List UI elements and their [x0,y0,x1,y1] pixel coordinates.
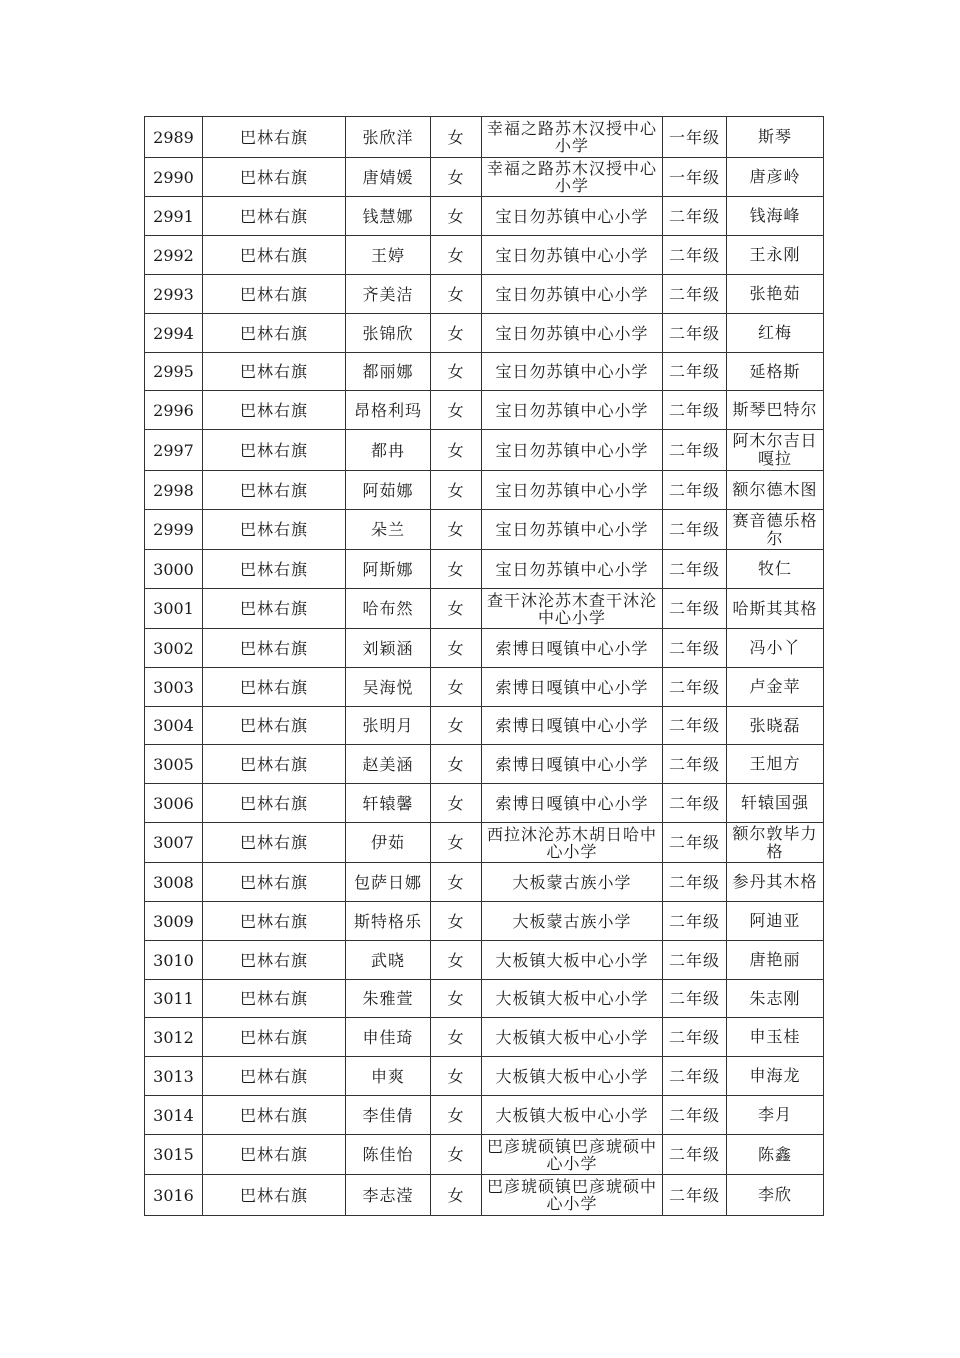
school-name: 查干沐沦苏木查干沐沦中心小学 [482,589,663,629]
school-name: 宝日勿苏镇中心小学 [482,275,663,314]
teacher-name: 李欣 [727,1175,824,1216]
table-row [145,314,824,353]
row-number: 2999 [145,510,203,550]
row-number: 3013 [145,1057,203,1096]
student-name: 朱雅萱 [346,980,431,1018]
row-number: 2991 [145,197,203,236]
row-number: 3000 [145,550,203,589]
student-name: 张明月 [346,707,431,745]
grade-cell: 二年级 [663,589,727,629]
table-row [145,863,824,902]
table-row [145,158,824,197]
student-name: 都丽娜 [346,353,431,391]
teacher-name: 参丹其木格 [727,863,824,902]
gender-cell: 女 [431,236,482,275]
student-name: 哈布然 [346,589,431,629]
row-number: 3010 [145,941,203,980]
row-number: 3004 [145,707,203,745]
gender-cell: 女 [431,1057,482,1096]
school-name: 大板镇大板中心小学 [482,1096,663,1135]
row-number: 3008 [145,863,203,902]
student-name: 吴海悦 [346,668,431,707]
county-cell: 巴林右旗 [203,471,346,510]
grade-cell: 二年级 [663,707,727,745]
student-name: 唐婧媛 [346,158,431,197]
table-row [145,117,824,158]
school-name: 宝日勿苏镇中心小学 [482,550,663,589]
grade-cell: 二年级 [663,391,727,430]
gender-cell: 女 [431,941,482,980]
school-name: 幸福之路苏木汉授中心小学 [482,158,663,197]
gender-cell: 女 [431,275,482,314]
county-cell: 巴林右旗 [203,314,346,353]
school-name: 大板镇大板中心小学 [482,941,663,980]
teacher-name: 延格斯 [727,353,824,391]
county-cell: 巴林右旗 [203,117,346,158]
county-cell: 巴林右旗 [203,236,346,275]
row-number: 3009 [145,902,203,941]
school-name: 大板蒙古族小学 [482,902,663,941]
grade-cell: 二年级 [663,941,727,980]
grade-cell: 二年级 [663,1135,727,1175]
county-cell: 巴林右旗 [203,902,346,941]
table-row [145,391,824,430]
county-cell: 巴林右旗 [203,510,346,550]
gender-cell: 女 [431,1096,482,1135]
gender-cell: 女 [431,784,482,823]
gender-cell: 女 [431,902,482,941]
teacher-name: 钱海峰 [727,197,824,236]
student-name: 包萨日娜 [346,863,431,902]
school-name: 索博日嘎镇中心小学 [482,745,663,784]
student-name: 轩辕馨 [346,784,431,823]
school-name: 大板蒙古族小学 [482,863,663,902]
table-row [145,353,824,391]
roster-body [145,117,824,1216]
grade-cell: 二年级 [663,745,727,784]
teacher-name: 轩辕国强 [727,784,824,823]
teacher-name: 申玉桂 [727,1018,824,1057]
gender-cell: 女 [431,980,482,1018]
student-name: 钱慧娜 [346,197,431,236]
table-row [145,510,824,550]
teacher-name: 额尔德木图 [727,471,824,510]
county-cell: 巴林右旗 [203,668,346,707]
grade-cell: 二年级 [663,471,727,510]
county-cell: 巴林右旗 [203,1175,346,1216]
gender-cell: 女 [431,353,482,391]
county-cell: 巴林右旗 [203,589,346,629]
teacher-name: 额尔敦毕力格 [727,823,824,863]
grade-cell: 二年级 [663,314,727,353]
school-name: 宝日勿苏镇中心小学 [482,314,663,353]
gender-cell: 女 [431,1135,482,1175]
grade-cell: 二年级 [663,1096,727,1135]
row-number: 3006 [145,784,203,823]
county-cell: 巴林右旗 [203,197,346,236]
county-cell: 巴林右旗 [203,707,346,745]
row-number: 2990 [145,158,203,197]
student-name: 伊茹 [346,823,431,863]
school-name: 大板镇大板中心小学 [482,1057,663,1096]
grade-cell: 二年级 [663,550,727,589]
teacher-name: 李月 [727,1096,824,1135]
table-row [145,784,824,823]
grade-cell: 二年级 [663,1057,727,1096]
gender-cell: 女 [431,1175,482,1216]
teacher-name: 阿迪亚 [727,902,824,941]
row-number: 3005 [145,745,203,784]
gender-cell: 女 [431,197,482,236]
teacher-name: 卢金苹 [727,668,824,707]
student-name: 都冉 [346,430,431,471]
grade-cell: 二年级 [663,784,727,823]
gender-cell: 女 [431,430,482,471]
table-row [145,745,824,784]
grade-cell: 二年级 [663,1018,727,1057]
table-row [145,1018,824,1057]
table-row [145,707,824,745]
grade-cell: 二年级 [663,1175,727,1216]
county-cell: 巴林右旗 [203,980,346,1018]
row-number: 3007 [145,823,203,863]
school-name: 宝日勿苏镇中心小学 [482,236,663,275]
school-name: 宝日勿苏镇中心小学 [482,353,663,391]
grade-cell: 二年级 [663,275,727,314]
student-name: 王婷 [346,236,431,275]
teacher-name: 张晓磊 [727,707,824,745]
gender-cell: 女 [431,117,482,158]
teacher-name: 申海龙 [727,1057,824,1096]
gender-cell: 女 [431,823,482,863]
row-number: 2989 [145,117,203,158]
table-row [145,823,824,863]
table-row [145,275,824,314]
row-number: 2994 [145,314,203,353]
teacher-name: 张艳茹 [727,275,824,314]
county-cell: 巴林右旗 [203,550,346,589]
student-name: 申爽 [346,1057,431,1096]
county-cell: 巴林右旗 [203,430,346,471]
student-name: 李志滢 [346,1175,431,1216]
grade-cell: 二年级 [663,236,727,275]
school-name: 宝日勿苏镇中心小学 [482,430,663,471]
student-name: 昂格利玛 [346,391,431,430]
county-cell: 巴林右旗 [203,784,346,823]
student-name: 李佳倩 [346,1096,431,1135]
row-number: 3016 [145,1175,203,1216]
row-number: 3011 [145,980,203,1018]
student-name: 武晓 [346,941,431,980]
school-name: 索博日嘎镇中心小学 [482,668,663,707]
row-number: 2997 [145,430,203,471]
row-number: 3012 [145,1018,203,1057]
gender-cell: 女 [431,629,482,668]
row-number: 2995 [145,353,203,391]
table-row [145,550,824,589]
row-number: 3014 [145,1096,203,1135]
teacher-name: 冯小丫 [727,629,824,668]
gender-cell: 女 [431,471,482,510]
grade-cell: 一年级 [663,117,727,158]
table-row [145,1057,824,1096]
row-number: 2996 [145,391,203,430]
table-row [145,430,824,471]
gender-cell: 女 [431,863,482,902]
county-cell: 巴林右旗 [203,1096,346,1135]
row-number: 2992 [145,236,203,275]
grade-cell: 二年级 [663,902,727,941]
school-name: 宝日勿苏镇中心小学 [482,197,663,236]
table-row [145,668,824,707]
county-cell: 巴林右旗 [203,158,346,197]
county-cell: 巴林右旗 [203,1135,346,1175]
grade-cell: 二年级 [663,353,727,391]
school-name: 西拉沐沦苏木胡日哈中心小学 [482,823,663,863]
county-cell: 巴林右旗 [203,275,346,314]
county-cell: 巴林右旗 [203,1018,346,1057]
grade-cell: 二年级 [663,823,727,863]
gender-cell: 女 [431,510,482,550]
row-number: 3015 [145,1135,203,1175]
gender-cell: 女 [431,1018,482,1057]
school-name: 大板镇大板中心小学 [482,1018,663,1057]
school-name: 幸福之路苏木汉授中心小学 [482,117,663,158]
county-cell: 巴林右旗 [203,353,346,391]
teacher-name: 陈鑫 [727,1135,824,1175]
teacher-name: 唐艳丽 [727,941,824,980]
gender-cell: 女 [431,589,482,629]
teacher-name: 阿木尔吉日嘎拉 [727,430,824,471]
table-row [145,589,824,629]
table-row [145,1135,824,1175]
student-name: 赵美涵 [346,745,431,784]
grade-cell: 二年级 [663,980,727,1018]
grade-cell: 二年级 [663,197,727,236]
table-row [145,197,824,236]
gender-cell: 女 [431,707,482,745]
row-number: 2998 [145,471,203,510]
table-row [145,1096,824,1135]
student-name: 齐美洁 [346,275,431,314]
gender-cell: 女 [431,158,482,197]
student-name: 朵兰 [346,510,431,550]
table-row [145,629,824,668]
student-name: 张锦欣 [346,314,431,353]
student-name: 阿斯娜 [346,550,431,589]
county-cell: 巴林右旗 [203,629,346,668]
school-name: 巴彦琥硕镇巴彦琥硕中心小学 [482,1175,663,1216]
county-cell: 巴林右旗 [203,391,346,430]
roster-table [144,116,824,1216]
school-name: 索博日嘎镇中心小学 [482,784,663,823]
row-number: 3001 [145,589,203,629]
county-cell: 巴林右旗 [203,863,346,902]
table-row [145,941,824,980]
student-name: 斯特格乐 [346,902,431,941]
teacher-name: 斯琴巴特尔 [727,391,824,430]
teacher-name: 王旭方 [727,745,824,784]
school-name: 索博日嘎镇中心小学 [482,707,663,745]
teacher-name: 朱志刚 [727,980,824,1018]
gender-cell: 女 [431,668,482,707]
teacher-name: 王永刚 [727,236,824,275]
student-name: 刘颖涵 [346,629,431,668]
grade-cell: 二年级 [663,430,727,471]
grade-cell: 二年级 [663,863,727,902]
grade-cell: 二年级 [663,510,727,550]
county-cell: 巴林右旗 [203,745,346,784]
school-name: 巴彦琥硕镇巴彦琥硕中心小学 [482,1135,663,1175]
county-cell: 巴林右旗 [203,823,346,863]
student-name: 阿茹娜 [346,471,431,510]
teacher-name: 赛音德乐格尔 [727,510,824,550]
gender-cell: 女 [431,391,482,430]
school-name: 大板镇大板中心小学 [482,980,663,1018]
table-row [145,471,824,510]
teacher-name: 哈斯其其格 [727,589,824,629]
county-cell: 巴林右旗 [203,941,346,980]
row-number: 3003 [145,668,203,707]
table-row [145,1175,824,1216]
teacher-name: 唐彦岭 [727,158,824,197]
grade-cell: 一年级 [663,158,727,197]
table-row [145,236,824,275]
school-name: 宝日勿苏镇中心小学 [482,510,663,550]
row-number: 3002 [145,629,203,668]
teacher-name: 牧仁 [727,550,824,589]
student-name: 陈佳怡 [346,1135,431,1175]
school-name: 索博日嘎镇中心小学 [482,629,663,668]
gender-cell: 女 [431,550,482,589]
table-row [145,902,824,941]
school-name: 宝日勿苏镇中心小学 [482,471,663,510]
table-row [145,980,824,1018]
teacher-name: 斯琴 [727,117,824,158]
gender-cell: 女 [431,314,482,353]
school-name: 宝日勿苏镇中心小学 [482,391,663,430]
grade-cell: 二年级 [663,668,727,707]
student-name: 申佳琦 [346,1018,431,1057]
county-cell: 巴林右旗 [203,1057,346,1096]
teacher-name: 红梅 [727,314,824,353]
gender-cell: 女 [431,745,482,784]
grade-cell: 二年级 [663,629,727,668]
row-number: 2993 [145,275,203,314]
student-name: 张欣洋 [346,117,431,158]
